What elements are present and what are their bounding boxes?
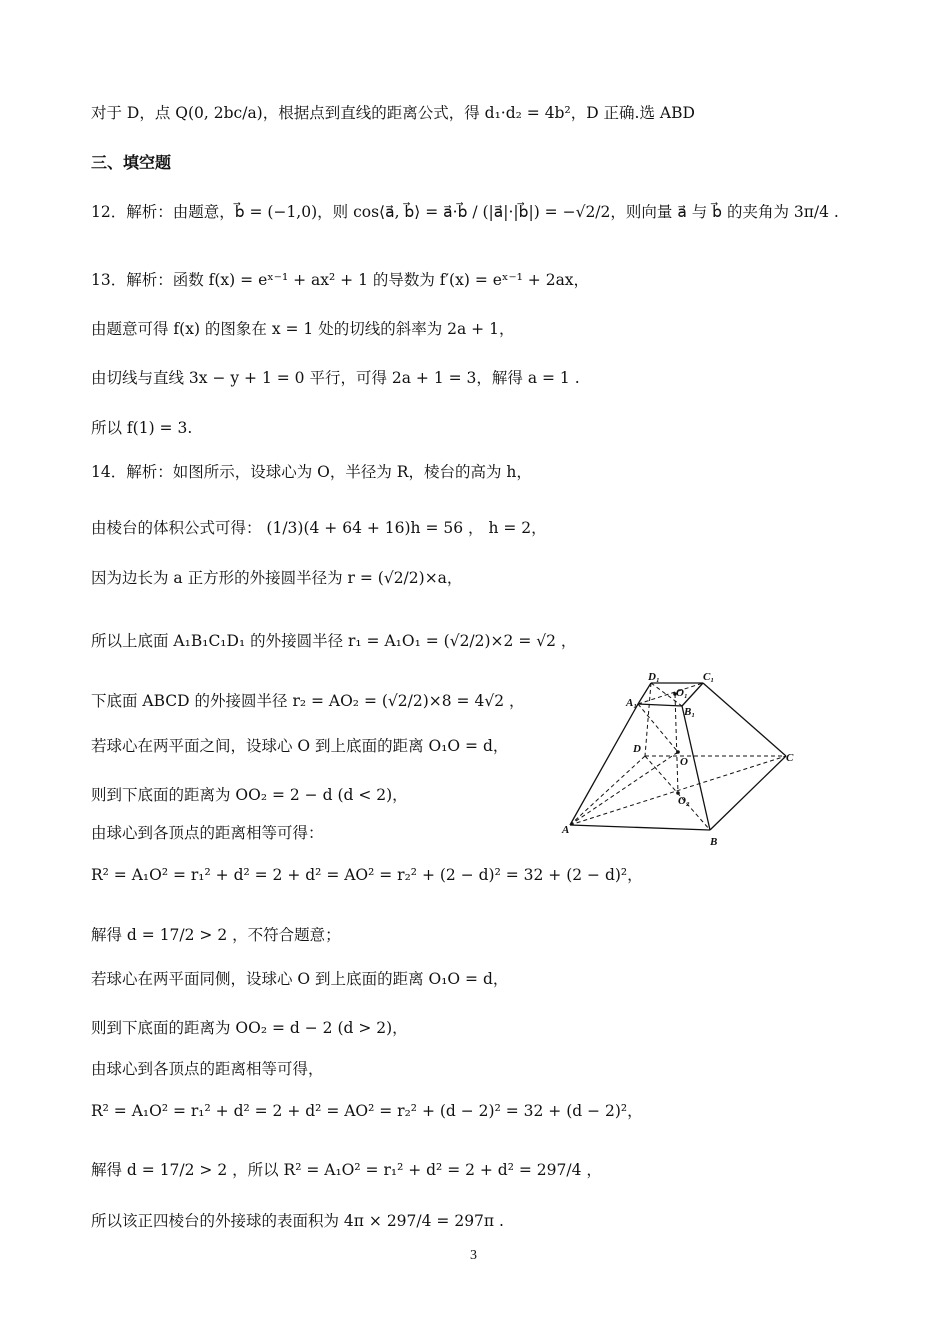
text-line-q14-equal-distance: 由球心到各顶点的距离相等可得： <box>91 824 324 842</box>
text-line-d-option: 对于 D，点 Q(0, 2bc/a)，根据点到直线的距离公式，得 d₁·d₂ = 4b²，D 正确.选 ABD <box>91 104 695 122</box>
label-a: A <box>562 824 570 836</box>
label-o1: O₁ <box>676 687 688 699</box>
segment-ao <box>570 752 678 825</box>
label-o2: O₂ <box>678 795 690 807</box>
section-heading-fill-blank: 三、填空题 <box>91 153 172 172</box>
text-line-q12: 12．解析：由题意，b⃗ = (−1,0)，则 cos⟨a⃗, b⃗⟩ = a⃗·b⃗ / (|a⃗|·|b⃗|) = −√2/2，则向量 a⃗ 与 b⃗ 的夹角为 3π/4 . <box>91 203 839 221</box>
text-line-q14-case1-equation: R² = A₁O² = r₁² + d² = 2 + d² = AO² = r₂² + (2 − d)² = 32 + (2 − d)²， <box>91 866 643 884</box>
text-line-q13-derivative: 13．解析：函数 f(x) = eˣ⁻¹ + ax² + 1 的导数为 f′(x) = eˣ⁻¹ + 2ax， <box>91 271 590 289</box>
axis-o1o2 <box>675 694 678 793</box>
label-d1: D₁ <box>648 671 660 683</box>
label-o: O <box>680 756 688 768</box>
segment-a1o <box>638 704 678 752</box>
edge-bc <box>710 756 786 830</box>
edge-aa1 <box>570 704 638 825</box>
edge-ab <box>570 825 710 830</box>
text-line-q14-bottom-radius: 下底面 ABCD 的外接圆半径 r₂ = AO₂ = (√2/2)×8 = 4√2 ， <box>91 692 525 710</box>
text-line-q14-equal-distance-2: 由球心到各顶点的距离相等可得， <box>91 1060 324 1078</box>
text-line-q14-top-radius: 所以上底面 A₁B₁C₁D₁ 的外接圆半径 r₁ = A₁O₁ = (√2/2)×2 = √2 ， <box>91 632 577 650</box>
edge-cc1 <box>703 683 786 756</box>
text-line-q13-result: 所以 f(1) = 3. <box>91 419 193 437</box>
edge-dd1-hidden <box>645 683 651 756</box>
text-line-q14-radius-formula: 因为边长为 a 正方形的外接圆半径为 r = (√2/2)×a， <box>91 569 463 587</box>
label-b1: B₁ <box>684 706 696 718</box>
text-line-q14-intro: 14．解析：如图所示，设球心为 O，半径为 R，棱台的高为 h， <box>91 463 532 481</box>
label-b: B <box>710 836 718 848</box>
frustum-figure <box>560 668 800 848</box>
text-line-q14-case2: 若球心在两平面同侧，设球心 O 到上底面的距离 O₁O = d， <box>91 970 509 988</box>
label-c1: C₁ <box>703 671 715 683</box>
text-line-q14-case2-solution: 解得 d = 17/2 > 2 ，所以 R² = A₁O² = r₁² + d² = 2 + d² = 297/4 ， <box>91 1161 602 1179</box>
edge-bb1 <box>682 706 710 830</box>
text-line-q13-slope: 由题意可得 f(x) 的图象在 x = 1 处的切线的斜率为 2a + 1， <box>91 320 515 338</box>
text-line-q14-case1-solution: 解得 d = 17/2 > 2 ，不符合题意； <box>91 926 341 944</box>
text-line-q14-case2-distance: 则到下底面的距离为 OO₂ = d − 2 (d > 2)， <box>91 1019 408 1037</box>
page-number: 3 <box>470 1248 477 1263</box>
text-line-q14-case1-distance: 则到下底面的距离为 OO₂ = 2 − d (d < 2)， <box>91 786 408 804</box>
text-line-q13-parallel: 由切线与直线 3x − y + 1 = 0 平行，可得 2a + 1 = 3，解得 a = 1 . <box>91 369 580 387</box>
label-a1: A₁ <box>626 697 638 709</box>
label-c: C <box>786 752 794 764</box>
label-d: D <box>633 743 641 755</box>
edge-da-hidden <box>570 756 645 825</box>
text-line-q14-volume: 由棱台的体积公式可得： (1/3)(4 + 64 + 16)h = 56 ， h = 2， <box>91 519 547 537</box>
text-line-q14-surface-area: 所以该正四棱台的外接球的表面积为 4π × 297/4 = 297π . <box>91 1212 504 1230</box>
point-o <box>676 750 680 754</box>
text-line-q14-case2-equation: R² = A₁O² = r₁² + d² = 2 + d² = AO² = r₂² + (d − 2)² = 32 + (d − 2)²， <box>91 1102 643 1120</box>
text-line-q14-case1: 若球心在两平面之间，设球心 O 到上底面的距离 O₁O = d， <box>91 737 509 755</box>
